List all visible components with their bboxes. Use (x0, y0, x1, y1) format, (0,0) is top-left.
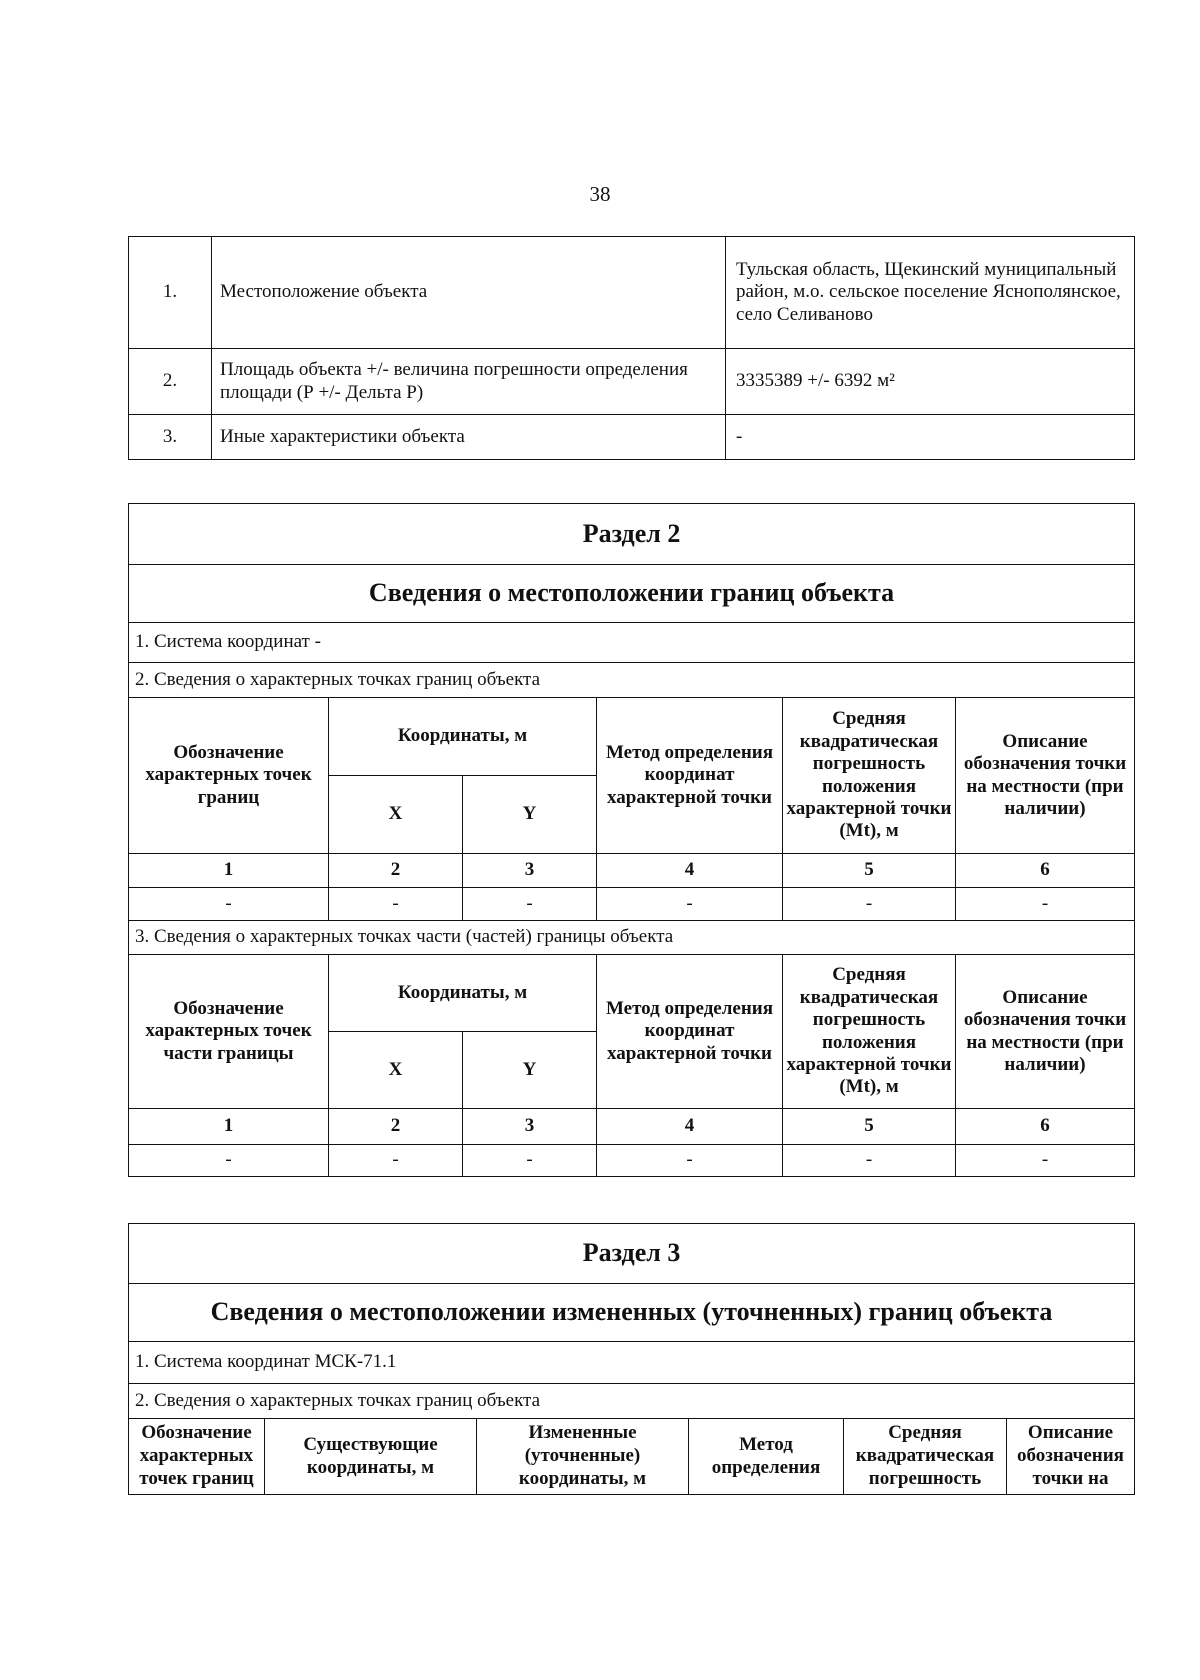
col-description-header: Описание обозначения точки на (1007, 1419, 1135, 1495)
col-method-header: Метод определения координат характерной точки (597, 698, 783, 854)
col-designation-header: Обозначение характерных точек части границы (129, 955, 329, 1109)
col-x-header: X (329, 1032, 463, 1109)
col-error-header: Средняя квадратическая погрешность положения характерной точки (Mt), м (783, 955, 956, 1109)
index-cell: 1 (129, 1109, 329, 1145)
row-label: Местоположение объекта (212, 237, 726, 349)
table-row (129, 415, 1135, 460)
table-row (129, 888, 1135, 921)
points-heading: 2. Сведения о характерных точках границ объекта (129, 1384, 1135, 1419)
row-number: 2. (129, 349, 212, 415)
row-number: 3. (129, 415, 212, 460)
data-cell: - (329, 1145, 463, 1177)
col-method-header: Метод определения (689, 1419, 844, 1495)
index-cell: 4 (597, 854, 783, 888)
col-error-header: Средняя квадратическая погрешность (844, 1419, 1007, 1495)
data-cell: - (463, 1145, 597, 1177)
data-cell: - (463, 888, 597, 921)
coordinate-system: 1. Система координат МСК-71.1 (129, 1342, 1135, 1384)
data-cell: - (783, 888, 956, 921)
parts-heading: 3. Сведения о характерных точках части (частей) границы объекта (129, 921, 1135, 955)
row-label: Площадь объекта +/- величина погрешности определения площади (Р +/- Дельта Р) (212, 349, 726, 415)
table-row (129, 854, 1135, 888)
section2-table (128, 503, 1135, 1177)
row-number: 1. (129, 237, 212, 349)
index-cell: 2 (329, 1109, 463, 1145)
index-cell: 6 (956, 854, 1135, 888)
col-y-header: Y (463, 1032, 597, 1109)
col-existing-header: Существующие координаты, м (265, 1419, 477, 1495)
section-title: Раздел 2 (129, 504, 1135, 565)
data-cell: - (956, 1145, 1135, 1177)
index-cell: 4 (597, 1109, 783, 1145)
section-subtitle: Сведения о местоположении границ объекта (129, 565, 1135, 623)
data-cell: - (597, 888, 783, 921)
table-row (129, 1145, 1135, 1177)
data-cell: - (329, 888, 463, 921)
object-characteristics-table (128, 236, 1135, 460)
row-value: - (726, 415, 1135, 460)
table-row (129, 349, 1135, 415)
index-cell: 6 (956, 1109, 1135, 1145)
col-y-header: Y (463, 776, 597, 854)
page-number: 38 (589, 182, 611, 206)
col-coords-header: Координаты, м (329, 698, 597, 776)
col-coords-header: Координаты, м (329, 955, 597, 1032)
data-cell: - (129, 1145, 329, 1177)
data-cell: - (597, 1145, 783, 1177)
col-description-header: Описание обозначения точки на местности (при наличии) (956, 698, 1135, 854)
col-designation-header: Обозначение характерных точек границ (129, 698, 329, 854)
section-subtitle: Сведения о местоположении измененных (уточненных) границ объекта (129, 1284, 1135, 1342)
col-designation-header: Обозначение характерных точек границ (129, 1419, 265, 1495)
row-value: 3335389 +/- 6392 м² (726, 349, 1135, 415)
row-value: Тульская область, Щекинский муниципальный район, м.о. сельское поселение Яснополянское, село Селиваново (726, 237, 1135, 349)
row-label: Иные характеристики объекта (212, 415, 726, 460)
index-cell: 2 (329, 854, 463, 888)
index-cell: 3 (463, 1109, 597, 1145)
points-heading: 2. Сведения о характерных точках границ объекта (129, 663, 1135, 698)
col-changed-header: Измененные (уточненные) координаты, м (477, 1419, 689, 1495)
col-x-header: X (329, 776, 463, 854)
data-cell: - (783, 1145, 956, 1177)
data-cell: - (129, 888, 329, 921)
table-row (129, 237, 1135, 349)
col-description-header: Описание обозначения точки на местности (при наличии) (956, 955, 1135, 1109)
index-cell: 1 (129, 854, 329, 888)
index-cell: 5 (783, 854, 956, 888)
col-method-header: Метод определения координат характерной точки (597, 955, 783, 1109)
data-cell: - (956, 888, 1135, 921)
section3-table (128, 1223, 1135, 1495)
col-error-header: Средняя квадратическая погрешность положения характерной точки (Mt), м (783, 698, 956, 854)
section-title: Раздел 3 (129, 1224, 1135, 1284)
index-cell: 3 (463, 854, 597, 888)
index-cell: 5 (783, 1109, 956, 1145)
coordinate-system: 1. Система координат - (129, 623, 1135, 663)
table-row (129, 1109, 1135, 1145)
